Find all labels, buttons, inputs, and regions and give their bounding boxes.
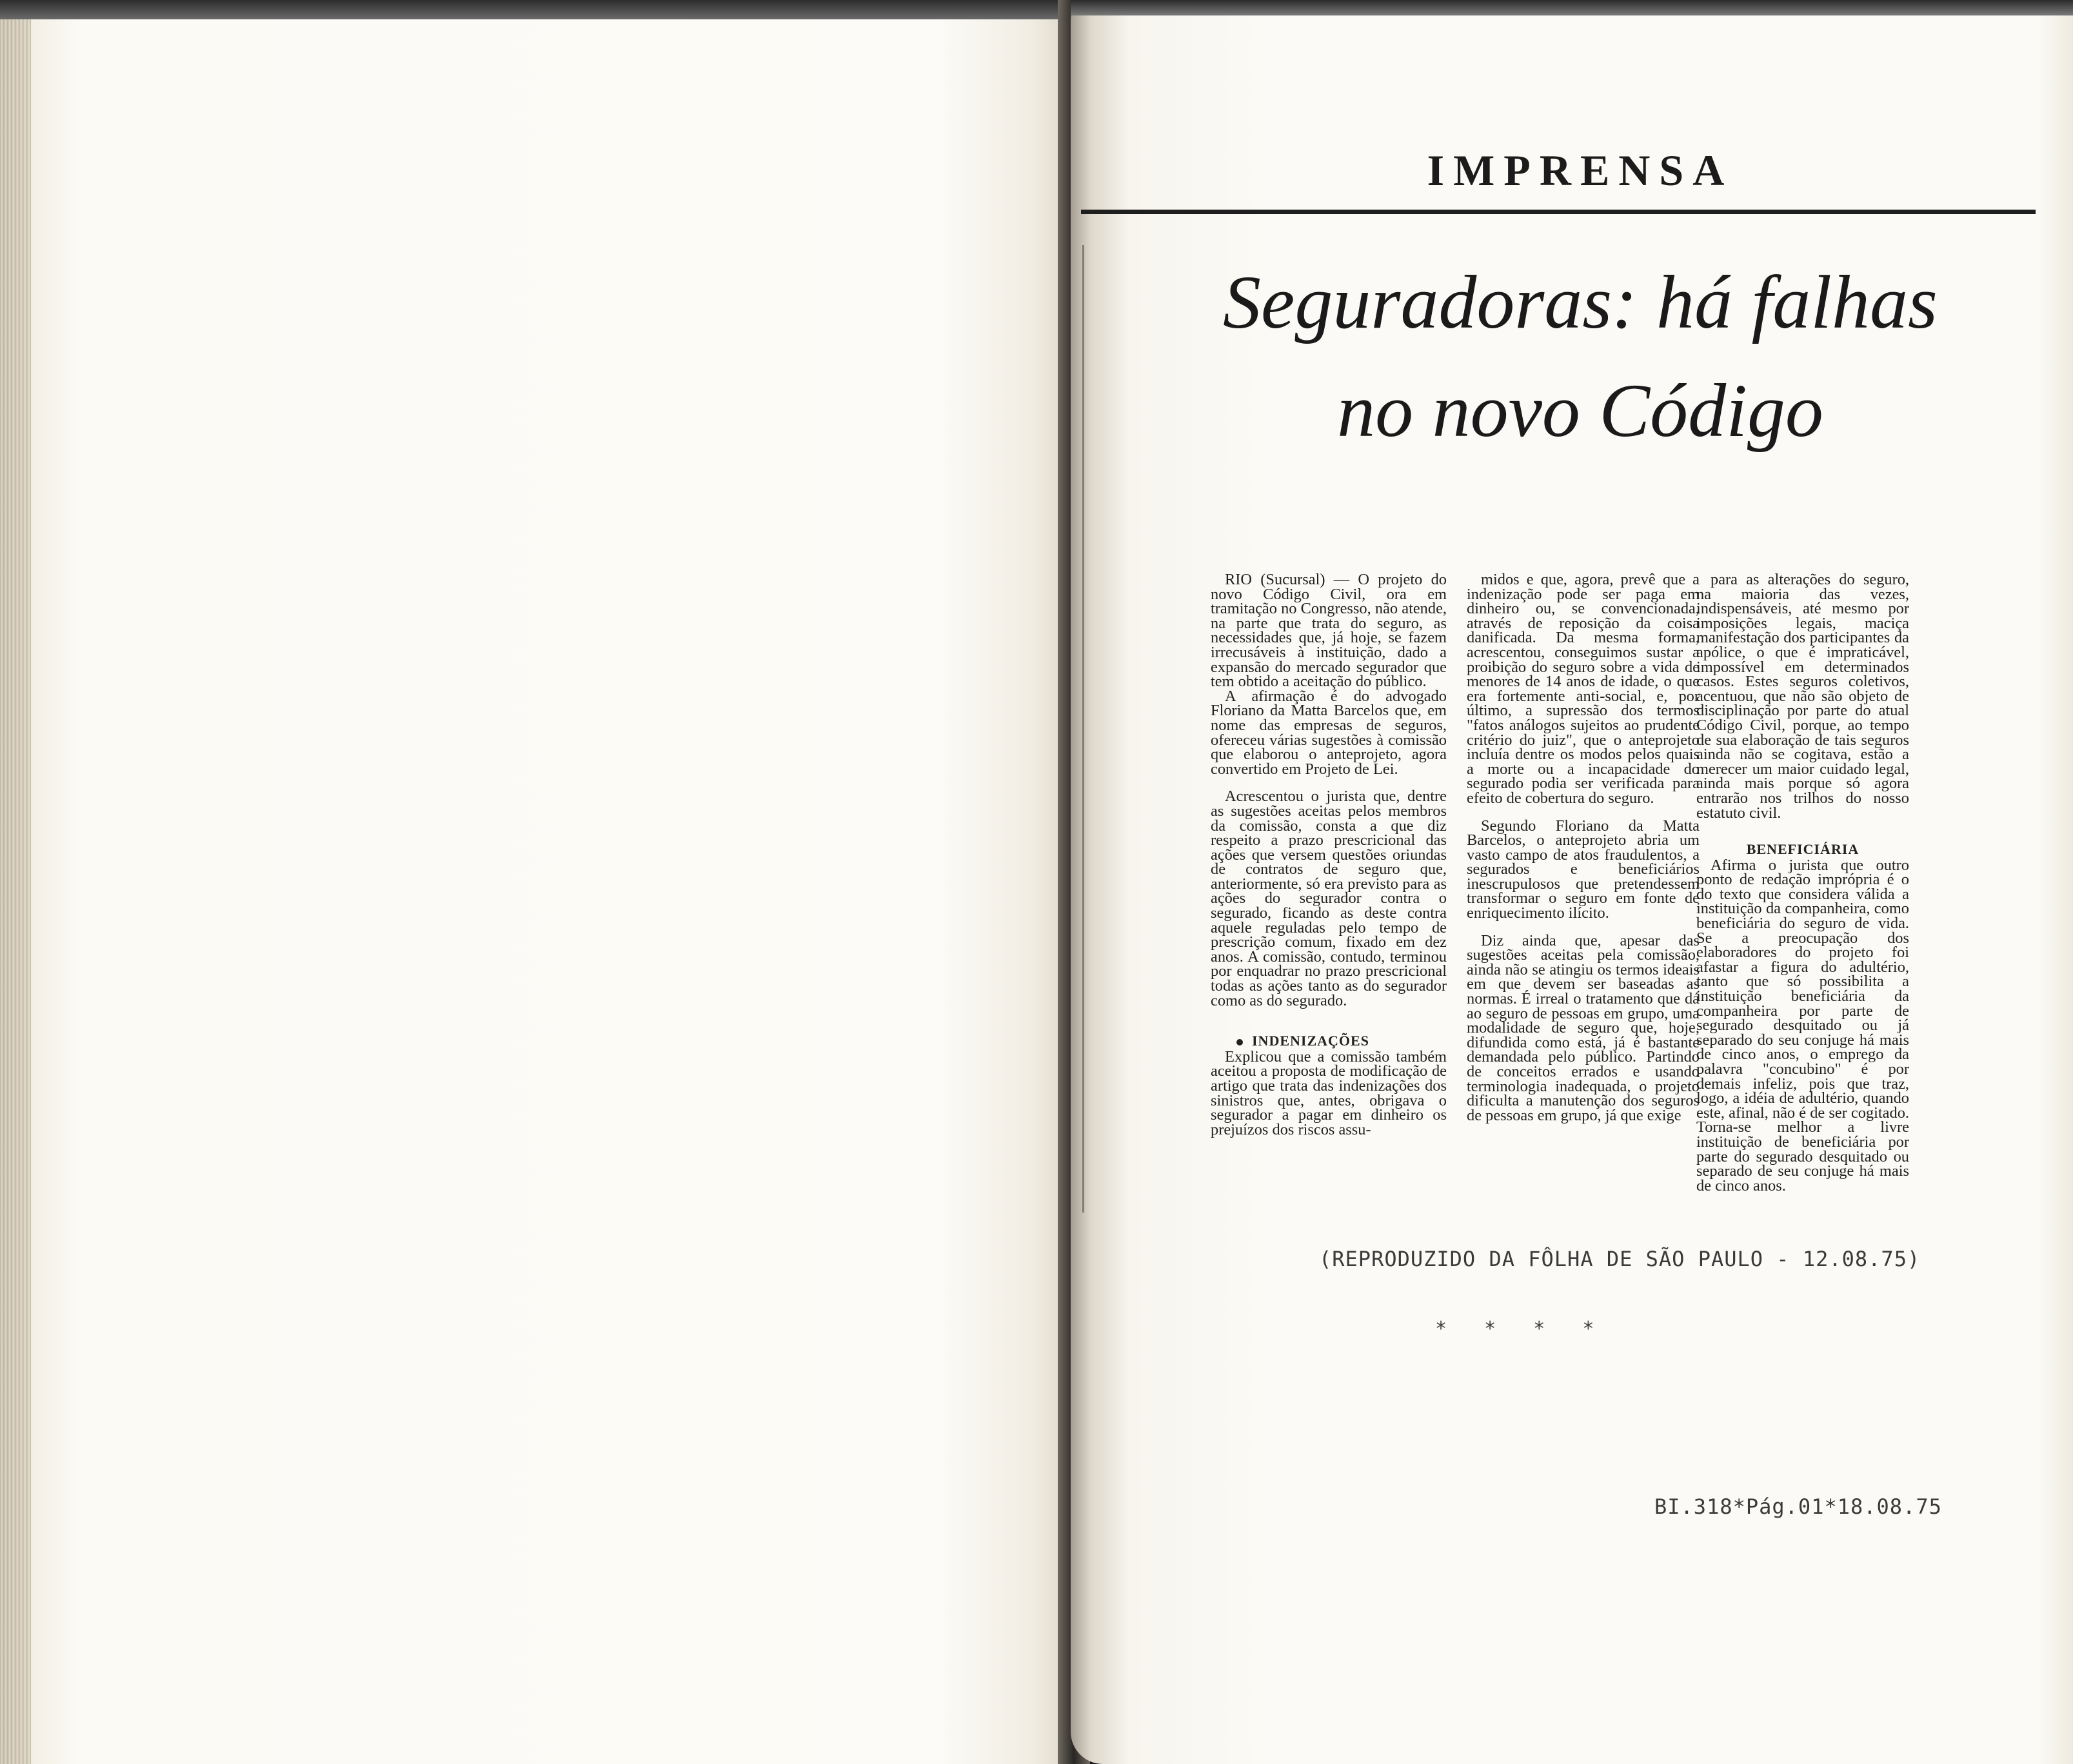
section-title: IMPRENSA <box>1427 146 1734 195</box>
article-column-2 <box>1467 573 1700 1123</box>
article-paragraph: RIO (Sucursal) — O projeto do novo Código Civil, ora em tramitação no Congresso, não atende, na parte que trata do seguro, as necessidades que, já hoje, se fazem irrecusáveis à instituição, dado a expansão do mercado segurador que tem obtido a aceitação do público. <box>1211 571 1447 691</box>
article-column-1 <box>1211 573 1447 1137</box>
headline-line-2: no novo Código <box>1337 368 1823 453</box>
article-column-3 <box>1696 573 1909 1193</box>
article-paragraph: Explicou que a comissão também aceitou a proposta de modificação de artigo que trata das indenizações dos sinistros que, antes, obrigava o segurador a pagar em dinheiro os prejuízos dos riscos assu- <box>1211 1047 1447 1138</box>
section-rule <box>1081 210 2036 214</box>
headline-line-1: Seguradoras: há falhas <box>1223 260 1938 344</box>
page-edges <box>0 0 31 1764</box>
article-subheading <box>1211 1034 1447 1049</box>
bullet-icon <box>1236 1039 1243 1046</box>
top-cover-edge-right <box>1071 0 2073 15</box>
top-cover-edge-left <box>0 0 1090 19</box>
subheading-text: BENEFICIÁRIA <box>1746 841 1860 858</box>
article-paragraph: para as alterações do seguro, na maioria das vezes, indispensáveis, até mesmo por imposições legais, maciça manifestação dos participantes da apólice, o que é impraticável, impossível em determinados casos. Estes seguros coletivos, acentuou, que não são objeto de disciplinação por parte do atual Código Civil, porque, ao tempo de sua elaboração de tais seguros ainda não se cogitava, estão a merecer um maior cuidado legal, ainda mais porque só agora entrarão nos trilhos do nosso estatuto civil. <box>1696 571 1909 822</box>
article-paragraph: Segundo Floriano da Matta Barcelos, o anteprojeto abria um vasto campo de atos fraudulentos, a segurados e beneficiários inescrupulosos que pretendessem transformar o seguro em fonte de enriquecimento ilícito. <box>1467 817 1700 922</box>
article-paragraph: Diz ainda que, apesar das sugestões aceitas pela comissão, ainda não se atingiu os termos ideais em que devem ser baseadas as normas. É irreal o tratamento que dá ao seguro de pessoas em grupo, uma modalidade de seguro que, hoje, difundida como está, já é bastante demandada pelo público. Partindo de conceitos errados e usando terminologia inadequada, o projeto dificulta a manutenção dos seguros de pessoas em grupo, já que exige <box>1467 931 1700 1124</box>
source-note: (REPRODUZIDO DA FÔLHA DE SÃO PAULO - 12.08.75) <box>1319 1247 1921 1271</box>
article-paragraph: Acrescentou o jurista que, dentre as sugestões aceitas pelos membros da comissão, consta a que diz respeito a prazo prescricional das ações que versem questões oriundas de contratos de seguro que, anteriormente, só era previsto para as ações do segurador contra o segurado, ficando as deste contra aquele reguladas pelo tempo de prescrição comum, fixado em dez anos. A comissão, contudo, terminou por enquadrar no prazo prescricional todas as ações tanto as do segurador como as do segurado. <box>1211 788 1447 1009</box>
separator-stars: * * * * <box>1435 1318 1594 1340</box>
gutter-shadow <box>1082 245 1084 1213</box>
bulletin-reference: BI.318*Pág.01*18.08.75 <box>1654 1494 1942 1519</box>
headline <box>1161 248 1999 465</box>
article-paragraph: Afirma o jurista que outro ponto de redação imprópria é o do texto que considera válida a instituição da companheira, como beneficiária do seguro de vida. Se a preocupação dos elaboradores do projeto foi afastar a figura do adultério, tanto que só possibilita a instituição beneficiária da companheira por parte de segurado desquitado ou já separado do seu conjuge há mais de cinco anos, o emprego da palavra "concubino" é por demais infeliz, pois que traz, logo, a idéia de adultério, quando este, afinal, não é de ser cogitado. Torna-se melhor a livre instituição de beneficiária por parte do segurado desquitado ou separado de seu conjuge há mais de cinco anos. <box>1696 856 1909 1194</box>
subheading-text: INDENIZAÇÕES <box>1252 1033 1369 1049</box>
article-paragraph: midos e que, agora, prevê que a indenização pode ser paga em dinheiro ou, se convencionada, através de reposição da coisa danificada. Da mesma forma, acrescentou, conseguimos sustar a proibição do seguro sobre a vida de menores de 14 anos de idade, o que era fortemente anti-social, e, por último, a supressão dos termos "fatos análogos sujeitos ao prudente critério do juiz", que o anteprojeto incluía dentre os modos pelos quais a morte ou a incapacidade do segurado podia ser verificada para efeito de cobertura do seguro. <box>1467 571 1700 807</box>
article-subheading <box>1696 842 1909 857</box>
article-paragraph: A afirmação é do advogado Floriano da Matta Barcelos que, em nome das empresas de seguros, ofereceu várias sugestões à comissão que elaborou o anteprojeto, agora convertido em Projeto de Lei. <box>1211 687 1447 778</box>
